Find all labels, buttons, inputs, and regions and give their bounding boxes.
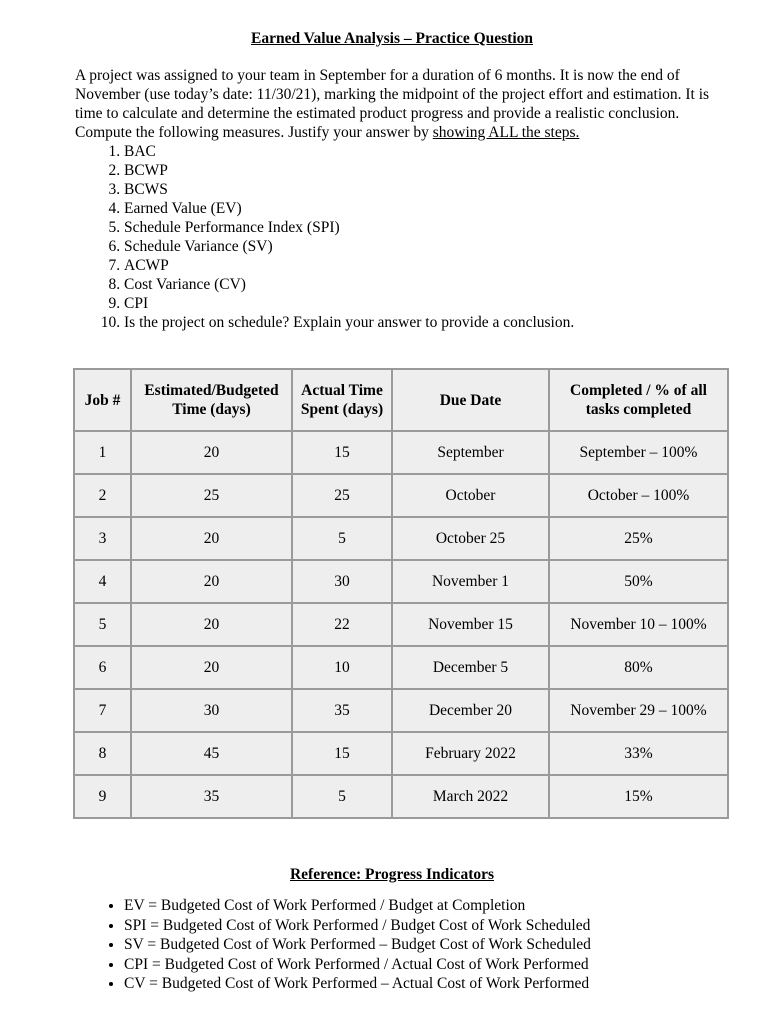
- table-cell: 20: [131, 431, 292, 474]
- table-cell: October 25: [392, 517, 549, 560]
- table-cell: 33%: [549, 732, 728, 775]
- measure-item: 2. BCWP: [124, 161, 715, 180]
- column-header: Estimated/Budgeted Time (days): [131, 369, 292, 431]
- measure-item: 7. ACWP: [124, 256, 715, 275]
- table-row: [74, 431, 728, 474]
- column-header: Actual Time Spent (days): [292, 369, 392, 431]
- table-cell: 8: [74, 732, 131, 775]
- measures-list: [75, 142, 715, 332]
- column-header: Job #: [74, 369, 131, 431]
- table-cell: 80%: [549, 646, 728, 689]
- table-cell: 5: [292, 775, 392, 818]
- reference-list: [84, 896, 591, 994]
- table-cell: December 5: [392, 646, 549, 689]
- table-cell: December 20: [392, 689, 549, 732]
- measure-item: 1. BAC: [124, 142, 715, 161]
- table-cell: 7: [74, 689, 131, 732]
- table-cell: October: [392, 474, 549, 517]
- table-cell: 15: [292, 732, 392, 775]
- table-cell: 35: [131, 775, 292, 818]
- measure-item: 8. Cost Variance (CV): [124, 275, 715, 294]
- column-header: Completed / % of all tasks completed: [549, 369, 728, 431]
- intro-section: [75, 66, 715, 332]
- reference-item: • CPI = Budgeted Cost of Work Performed / Actual Cost of Work Performed: [124, 955, 591, 975]
- reference-item: • CV = Budgeted Cost of Work Performed – Actual Cost of Work Performed: [124, 974, 591, 994]
- reference-item: • EV = Budgeted Cost of Work Performed / Budget at Completion: [124, 896, 591, 916]
- measure-item: 5. Schedule Performance Index (SPI): [124, 218, 715, 237]
- table-row: [74, 517, 728, 560]
- table-cell: 25: [131, 474, 292, 517]
- table-cell: 1: [74, 431, 131, 474]
- table-row: [74, 646, 728, 689]
- table-cell: November 10 – 100%: [549, 603, 728, 646]
- table-header-row: [74, 369, 728, 431]
- table-cell: September – 100%: [549, 431, 728, 474]
- measure-item: 4. Earned Value (EV): [124, 199, 715, 218]
- table-cell: 5: [292, 517, 392, 560]
- table-cell: 20: [131, 603, 292, 646]
- table-cell: 20: [131, 517, 292, 560]
- table-cell: 50%: [549, 560, 728, 603]
- reference-item: • SV = Budgeted Cost of Work Performed – Budget Cost of Work Scheduled: [124, 935, 591, 955]
- table-cell: 35: [292, 689, 392, 732]
- table-cell: 22: [292, 603, 392, 646]
- table-cell: 3: [74, 517, 131, 560]
- table-cell: 20: [131, 646, 292, 689]
- reference-item: • SPI = Budgeted Cost of Work Performed / Budget Cost of Work Scheduled: [124, 916, 591, 936]
- table-cell: November 1: [392, 560, 549, 603]
- table-cell: 9: [74, 775, 131, 818]
- table-row: [74, 732, 728, 775]
- column-header: Due Date: [392, 369, 549, 431]
- compute-emphasis: showing ALL the steps.: [432, 124, 580, 141]
- table-cell: 6: [74, 646, 131, 689]
- table-cell: 30: [131, 689, 292, 732]
- table-row: [74, 775, 728, 818]
- table-row: [74, 689, 728, 732]
- table-cell: 25: [292, 474, 392, 517]
- table-cell: 30: [292, 560, 392, 603]
- reference-title: Reference: Progress Indicators: [289, 866, 495, 883]
- table-row: [74, 474, 728, 517]
- table-cell: 10: [292, 646, 392, 689]
- table-cell: 20: [131, 560, 292, 603]
- table-cell: 15: [292, 431, 392, 474]
- table-cell: September: [392, 431, 549, 474]
- table-cell: 4: [74, 560, 131, 603]
- table-cell: October – 100%: [549, 474, 728, 517]
- table-cell: 45: [131, 732, 292, 775]
- table-row: [74, 560, 728, 603]
- document-title: Earned Value Analysis – Practice Question: [250, 30, 534, 47]
- table-cell: 25%: [549, 517, 728, 560]
- table-cell: 5: [74, 603, 131, 646]
- table-row: [74, 603, 728, 646]
- intro-paragraph: A project was assigned to your team in September for a duration of 6 months. It is now the end of November (use today’s date: 11/30/21), marking the midpoint of the project effort and estimation. It is time to calculate and determine the estimated product progress and provide a realistic conclusion.: [75, 67, 710, 122]
- measure-item: 6. Schedule Variance (SV): [124, 237, 715, 256]
- compute-text: Compute the following measures. Justify your answer by: [75, 124, 433, 141]
- table-cell: November 15: [392, 603, 549, 646]
- table-cell: 15%: [549, 775, 728, 818]
- table-cell: March 2022: [392, 775, 549, 818]
- measure-item: 10. Is the project on schedule? Explain your answer to provide a conclusion.: [124, 313, 715, 332]
- table-cell: 2: [74, 474, 131, 517]
- table-cell: November 29 – 100%: [549, 689, 728, 732]
- table-cell: February 2022: [392, 732, 549, 775]
- measure-item: 9. CPI: [124, 294, 715, 313]
- jobs-table: [73, 368, 729, 819]
- measure-item: 3. BCWS: [124, 180, 715, 199]
- compute-instruction: [75, 123, 715, 142]
